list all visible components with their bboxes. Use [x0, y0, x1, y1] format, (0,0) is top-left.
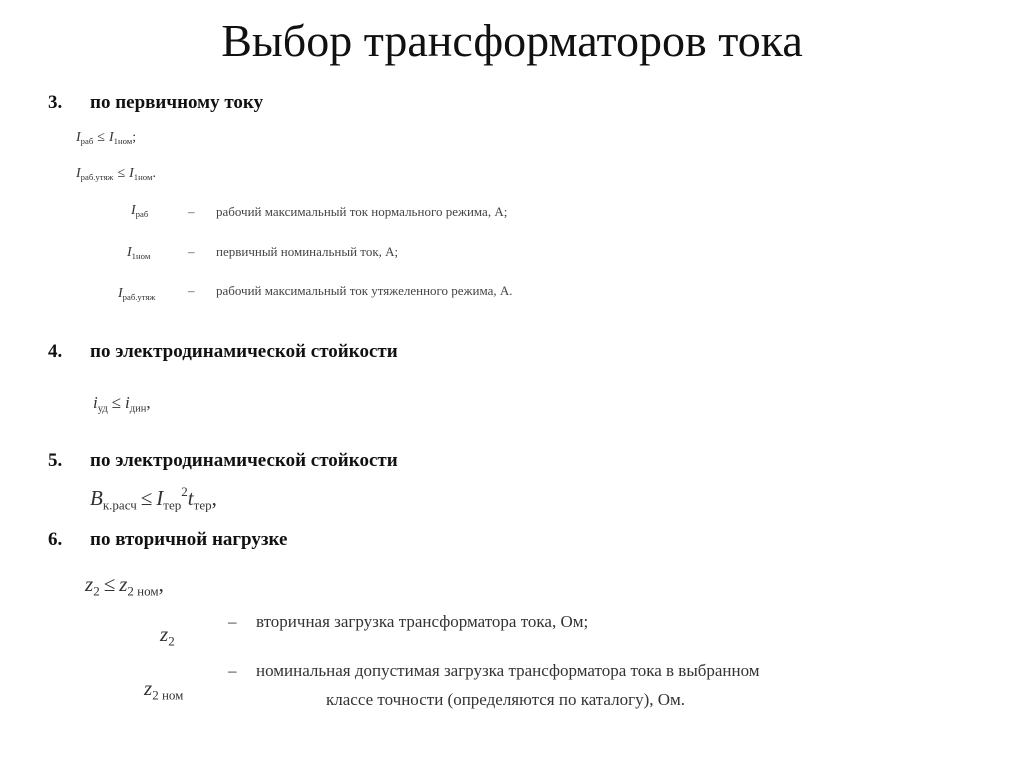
definition-text: – рабочий максимальный ток нормального режима, А; — [188, 204, 508, 219]
definition-text: – рабочий максимальный ток утяжеленного режима, А. — [188, 283, 513, 298]
definition-symbol: $I_{раб}$ — [131, 203, 149, 220]
formula-electrodynamic: $i_{уд} \le i_{дин}$, — [93, 393, 151, 415]
section-number: 5. — [48, 450, 63, 471]
section-number: 6. — [48, 529, 63, 550]
section-5-heading — [48, 450, 398, 472]
section-title: по электродинамической стойкости — [90, 341, 398, 362]
definition-text: – номинальная допустимая загрузка трансформатора тока в выбранном — [228, 661, 760, 680]
section-title: по первичному току — [90, 92, 264, 113]
section-4-heading — [48, 341, 398, 363]
formula-secondary-load: $z_2 \le z_{2 ном}$, — [85, 572, 164, 599]
formula-primary-current-normal: $I_{раб} \le I_{1ном}$; — [76, 130, 137, 147]
section-title: по вторичной нагрузке — [90, 529, 288, 550]
formula-thermal: $B_{к.расч} \le I_{тер}^2t_{тер}$, — [90, 484, 217, 513]
section-title: по электродинамической стойкости — [90, 450, 398, 471]
definition-text: – первичный номинальный ток, А; — [188, 244, 399, 259]
section-6-heading — [48, 529, 287, 551]
definition-symbol: $z_{2 ном}$ — [144, 676, 184, 703]
section-3-heading — [48, 92, 263, 114]
section-number: 3. — [48, 92, 63, 113]
definition-text: – вторичная загрузка трансформатора тока, Ом; — [228, 612, 589, 631]
definition-symbol: $I_{раб.утяж}$ — [118, 286, 156, 303]
definition-symbol: $I_{1ном}$ — [127, 245, 151, 262]
section-number: 4. — [48, 341, 63, 362]
definition-text-continuation: классе точности (определяются по каталогу), Ом. — [326, 690, 686, 709]
formula-primary-current-heavy: $I_{раб.утяж} \le I_{1ном}$. — [76, 166, 156, 183]
slide-title: Выбор трансформаторов тока — [221, 15, 803, 66]
definition-symbol: $z_2$ — [160, 622, 175, 649]
